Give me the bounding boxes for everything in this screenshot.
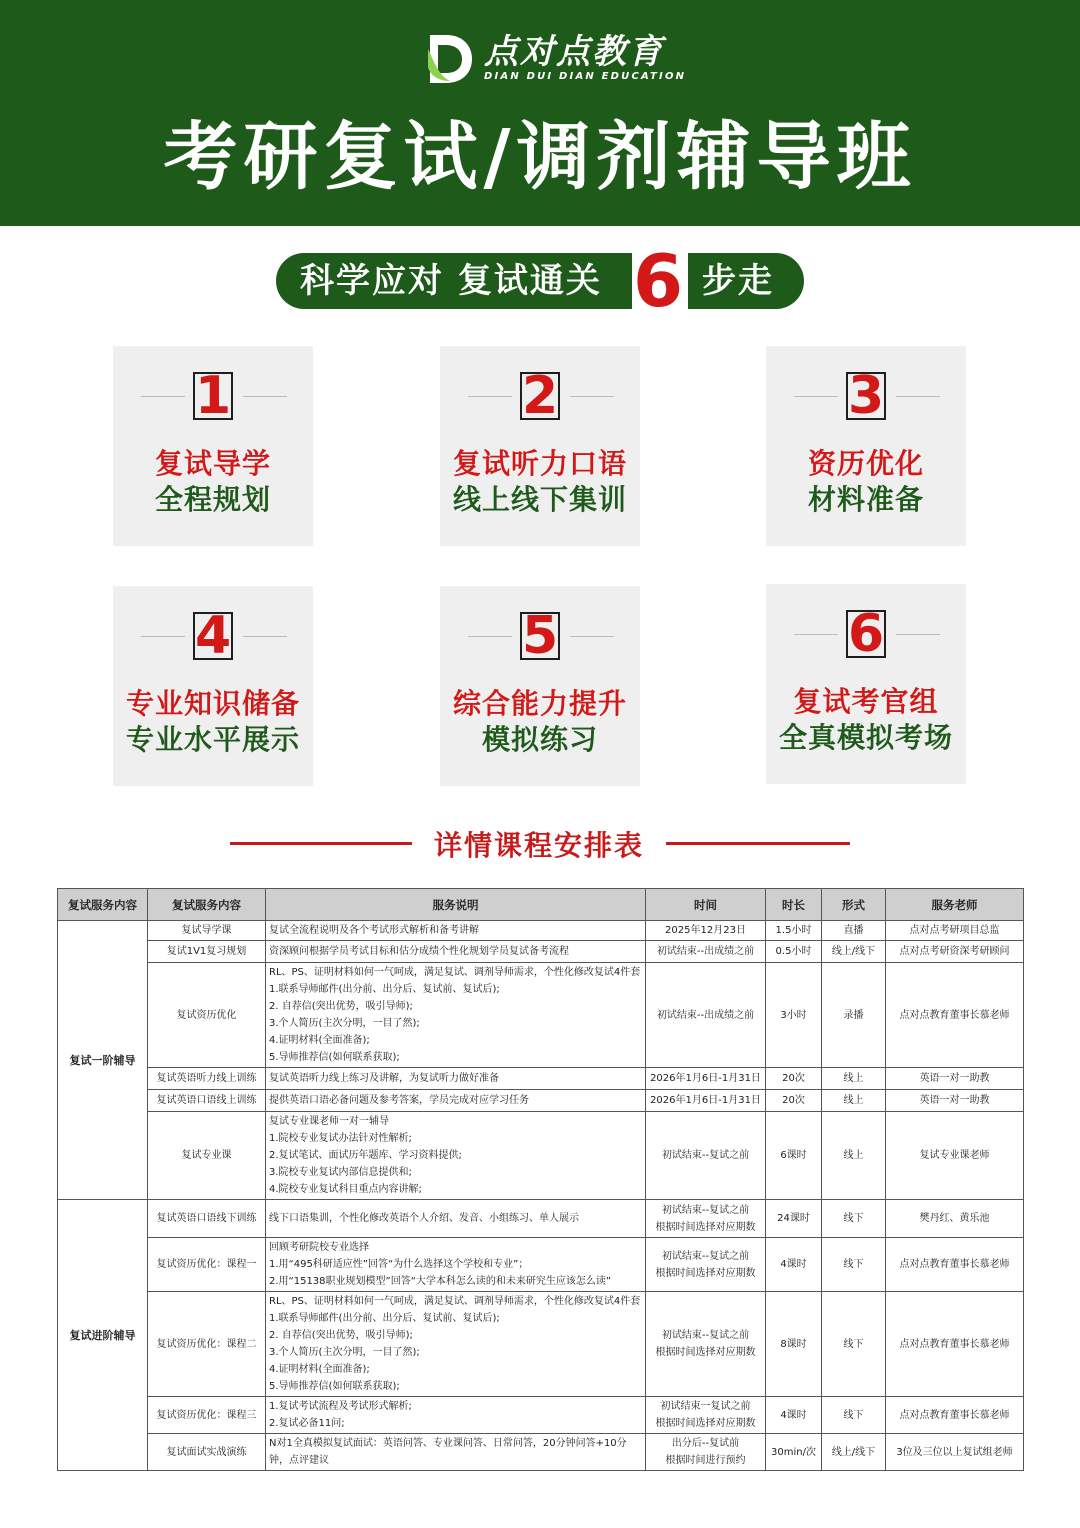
step-title: 复试听力口语 bbox=[452, 447, 627, 480]
service-format: 线上/线下 bbox=[822, 1434, 886, 1471]
service-item: 复试导学课 bbox=[148, 921, 266, 941]
service-item: 复试面试实战演练 bbox=[148, 1434, 266, 1471]
service-teacher: 复试专业课老师 bbox=[886, 1112, 1024, 1200]
step-number: 3 bbox=[848, 366, 885, 426]
table-row bbox=[58, 1068, 1024, 1090]
service-format: 录播 bbox=[822, 963, 886, 1068]
service-time: 初试结束--复试之前 根据时间选择对应期数 bbox=[646, 1200, 766, 1238]
section-title: 详情课程安排表 bbox=[433, 829, 644, 862]
service-duration: 1.5小时 bbox=[766, 921, 822, 941]
step-card-3 bbox=[766, 346, 966, 546]
step-number: 4 bbox=[195, 606, 232, 666]
step-subtitle: 模拟练习 bbox=[481, 723, 598, 756]
divider bbox=[896, 396, 940, 397]
step-subtitle: 线上线下集训 bbox=[452, 483, 627, 516]
page-title: 考研复试/调剂辅导班 bbox=[163, 114, 917, 200]
table-row bbox=[58, 1200, 1024, 1238]
service-duration: 0.5小时 bbox=[766, 941, 822, 963]
table-row bbox=[58, 963, 1024, 1068]
step-title: 复试导学 bbox=[154, 447, 271, 480]
column-header: 复试服务内容 bbox=[148, 889, 266, 921]
slogan-left: 科学应对 复试通关 bbox=[276, 253, 632, 309]
service-teacher: 点对点考研项目总监 bbox=[886, 921, 1024, 941]
service-format: 线上 bbox=[822, 1090, 886, 1112]
column-header: 复试服务内容 bbox=[58, 889, 148, 921]
step-title: 资历优化 bbox=[807, 447, 924, 480]
service-teacher: 点对点考研资深考研顾问 bbox=[886, 941, 1024, 963]
column-header: 服务说明 bbox=[266, 889, 646, 921]
divider bbox=[794, 396, 838, 397]
service-item: 复试1V1复习规划 bbox=[148, 941, 266, 963]
group-label: 复试一阶辅导 bbox=[58, 921, 148, 1200]
service-time: 初试结束--复试之前 根据时间选择对应期数 bbox=[646, 1292, 766, 1397]
step-card-6 bbox=[766, 584, 966, 784]
logo-chinese-name: 点对点教育 bbox=[484, 32, 664, 72]
service-duration: 6课时 bbox=[766, 1112, 822, 1200]
service-item: 复试英语口语线下训练 bbox=[148, 1200, 266, 1238]
step-subtitle: 全真模拟考场 bbox=[778, 721, 953, 754]
service-time: 初试结束--复试之前 根据时间选择对应期数 bbox=[646, 1238, 766, 1292]
step-title: 专业知识储备 bbox=[125, 687, 300, 720]
step-number: 6 bbox=[848, 604, 885, 664]
service-description: RL、PS、证明材料如何一气呵成，满足复试、调剂导师需求，个性化修改复试4件套 1.联系导师邮件(出分前、出分后、复试前、复试后); 2. 自荐信(突出优势，吸引导师); 3.个人简历(主次分明，一目了然); 4.证明材料(全面准备); 5.导师推荐信(如何联系获取); bbox=[266, 1292, 646, 1397]
slogan-banner bbox=[276, 239, 804, 323]
table-row bbox=[58, 1292, 1024, 1397]
divider bbox=[468, 636, 512, 637]
service-time: 出分后--复试前 根据时间进行预约 bbox=[646, 1434, 766, 1471]
logo-english-name: DIAN DUI DIAN EDUCATION bbox=[484, 71, 687, 82]
service-teacher: 点对点教育董事长慕老师 bbox=[886, 1292, 1024, 1397]
table-row bbox=[58, 1238, 1024, 1292]
service-format: 线上 bbox=[822, 1068, 886, 1090]
service-teacher: 英语一对一助教 bbox=[886, 1090, 1024, 1112]
service-teacher: 点对点教育董事长慕老师 bbox=[886, 963, 1024, 1068]
section-divider-left bbox=[230, 842, 412, 845]
service-time: 2026年1月6日-1月31日 bbox=[646, 1068, 766, 1090]
service-time: 初试结束--出成绩之前 bbox=[646, 963, 766, 1068]
table-row bbox=[58, 921, 1024, 941]
service-item: 复试专业课 bbox=[148, 1112, 266, 1200]
divider bbox=[141, 396, 185, 397]
service-description: 线下口语集训，个性化修改英语个人介绍、发音、小组练习、单人展示 bbox=[266, 1200, 646, 1238]
step-title: 综合能力提升 bbox=[452, 687, 627, 720]
service-description: 复试全流程说明及各个考试形式解析和备考讲解 bbox=[266, 921, 646, 941]
table-header-row bbox=[58, 889, 1024, 921]
divider bbox=[468, 396, 512, 397]
service-duration: 20次 bbox=[766, 1068, 822, 1090]
divider bbox=[243, 636, 287, 637]
step-subtitle: 全程规划 bbox=[154, 483, 271, 516]
service-format: 线下 bbox=[822, 1200, 886, 1238]
service-time: 初试结束--复试之前 bbox=[646, 1112, 766, 1200]
service-duration: 3小时 bbox=[766, 963, 822, 1068]
service-duration: 4课时 bbox=[766, 1397, 822, 1434]
step-subtitle: 材料准备 bbox=[807, 483, 924, 516]
service-description: RL、PS、证明材料如何一气呵成，满足复试、调剂导师需求，个性化修改复试4件套 1.联系导师邮件(出分前、出分后、复试前、复试后); 2. 自荐信(突出优势，吸引导师); 3.个人简历(主次分明，一目了然); 4.证明材料(全面准备); 5.导师推荐信(如何联系获取); bbox=[266, 963, 646, 1068]
service-teacher: 点对点教育董事长慕老师 bbox=[886, 1238, 1024, 1292]
service-format: 线上/线下 bbox=[822, 941, 886, 963]
service-duration: 4课时 bbox=[766, 1238, 822, 1292]
step-number: 2 bbox=[522, 366, 559, 426]
service-item: 复试英语听力线上训练 bbox=[148, 1068, 266, 1090]
divider bbox=[794, 634, 838, 635]
step-number: 5 bbox=[522, 606, 559, 666]
divider bbox=[243, 396, 287, 397]
service-time: 初试结束一复试之前 根据时间选择对应期数 bbox=[646, 1397, 766, 1434]
column-header: 时间 bbox=[646, 889, 766, 921]
service-time: 2026年1月6日-1月31日 bbox=[646, 1090, 766, 1112]
table-row bbox=[58, 941, 1024, 963]
group-label: 复试进阶辅导 bbox=[58, 1200, 148, 1471]
service-teacher: 樊丹红、黄乐池 bbox=[886, 1200, 1024, 1238]
service-format: 线下 bbox=[822, 1397, 886, 1434]
divider bbox=[141, 636, 185, 637]
step-card-1 bbox=[113, 346, 313, 546]
table-row bbox=[58, 1090, 1024, 1112]
step-card-2 bbox=[440, 346, 640, 546]
service-description: 复试专业课老师一对一辅导 1.院校专业复试办法针对性解析; 2.复试笔试、面试历年题库、学习资料提供; 3.院校专业复试内部信息提供和; 4.院校专业复试科目重点内容讲解; bbox=[266, 1112, 646, 1200]
column-header: 形式 bbox=[822, 889, 886, 921]
table-row bbox=[58, 1112, 1024, 1200]
service-duration: 20次 bbox=[766, 1090, 822, 1112]
step-title: 复试考官组 bbox=[793, 685, 939, 718]
service-description: 1.复试考试流程及考试形式解析; 2.复试必备11问; bbox=[266, 1397, 646, 1434]
service-item: 复试资历优化：课程二 bbox=[148, 1292, 266, 1397]
brand-logo bbox=[424, 28, 686, 88]
divider bbox=[896, 634, 940, 635]
service-duration: 8课时 bbox=[766, 1292, 822, 1397]
table-row bbox=[58, 1397, 1024, 1434]
step-card-4 bbox=[113, 586, 313, 786]
section-divider-right bbox=[666, 842, 850, 845]
step-card-5 bbox=[440, 586, 640, 786]
service-format: 线下 bbox=[822, 1238, 886, 1292]
service-duration: 30min/次 bbox=[766, 1434, 822, 1471]
service-teacher: 点对点教育董事长慕老师 bbox=[886, 1397, 1024, 1434]
slogan-right: 步走 bbox=[688, 253, 804, 309]
service-description: 资深顾问根据学员考试目标和估分成绩个性化规划学员复试备考流程 bbox=[266, 941, 646, 963]
column-header: 服务老师 bbox=[886, 889, 1024, 921]
service-format: 线上 bbox=[822, 1112, 886, 1200]
service-duration: 24课时 bbox=[766, 1200, 822, 1238]
service-description: 复试英语听力线上练习及讲解，为复试听力做好准备 bbox=[266, 1068, 646, 1090]
service-format: 直播 bbox=[822, 921, 886, 941]
course-schedule-table bbox=[57, 888, 1023, 1471]
service-time: 2025年12月23日 bbox=[646, 921, 766, 941]
step-subtitle: 专业水平展示 bbox=[125, 723, 300, 756]
table-row bbox=[58, 1434, 1024, 1471]
divider bbox=[570, 396, 614, 397]
logo-icon bbox=[424, 31, 474, 85]
service-description: 提供英语口语必备问题及参考答案，学员完成对应学习任务 bbox=[266, 1090, 646, 1112]
step-number: 1 bbox=[195, 366, 232, 426]
slogan-number: 6 bbox=[632, 239, 684, 323]
header-banner bbox=[0, 0, 1080, 226]
service-description: 回顾考研院校专业选择 1.用“495科研适应性”回答“为什么选择这个学校和专业”； 2.用“15138职业规划模型”回答“大学本科怎么读的和未来研究生应该怎么读” bbox=[266, 1238, 646, 1292]
service-teacher: 3位及三位以上复试组老师 bbox=[886, 1434, 1024, 1471]
service-item: 复试英语口语线上训练 bbox=[148, 1090, 266, 1112]
service-item: 复试资历优化：课程一 bbox=[148, 1238, 266, 1292]
divider bbox=[570, 636, 614, 637]
service-item: 复试资历优化：课程三 bbox=[148, 1397, 266, 1434]
service-item: 复试资历优化 bbox=[148, 963, 266, 1068]
service-description: N对1全真模拟复试面试：英语问答、专业课问答、日常问答，20分钟问答+10分 钟，点评建议 bbox=[266, 1434, 646, 1471]
service-teacher: 英语一对一助教 bbox=[886, 1068, 1024, 1090]
service-time: 初试结束--出成绩之前 bbox=[646, 941, 766, 963]
column-header: 时长 bbox=[766, 889, 822, 921]
service-format: 线下 bbox=[822, 1292, 886, 1397]
